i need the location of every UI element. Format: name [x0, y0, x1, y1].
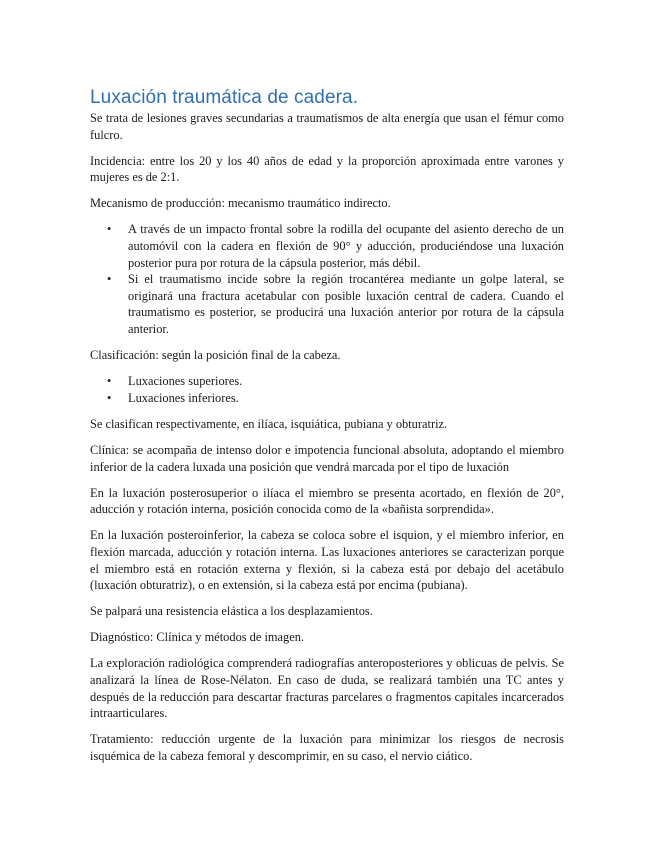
document-title: Luxación traumática de cadera.: [90, 87, 359, 108]
list-item-text: A través de un impacto frontal sobre la rodilla del ocupante del asiento derecho de un automóvil con la cadera en flexión de 90° y aducción, produciéndose una luxación posterior pura por rotura de la cápsula posterior, más débil.: [128, 222, 564, 270]
paragraph-posteroinferior: En la luxación posteroinferior, la cabeza se coloca sobre el isquion, y el miembro inferior, en flexión marcada, aducción y rotación interna. Las luxaciones anteriores se caracterizan porque el miembro está en rotación externa y flexión, si la cabeza está por debajo del acetábulo (luxación obturatriz), o en extensión, si la cabeza está por encima (pubiana).: [90, 528, 564, 593]
paragraph-clinic: Clínica: se acompaña de intenso dolor e impotencia funcional absoluta, adoptando el miembro inferior de la cadera luxada una posición que vendrá marcada por el tipo de luxación: [90, 443, 564, 474]
bullet-icon: •: [107, 390, 112, 405]
document-page: [90, 86, 564, 774]
classification-list: [90, 373, 564, 406]
list-item-text: Luxaciones inferiores.: [128, 390, 239, 405]
list-item: [107, 390, 564, 407]
bullet-icon: •: [107, 272, 112, 287]
paragraph-classified: Se clasifican respectivamente, en ilíaca, isquiática, pubiana y obturatriz.: [90, 416, 448, 431]
mechanism-list: [90, 221, 564, 337]
list-item-text: Si el traumatismo incide sobre la región trocantérea mediante un golpe lateral, se originará una fractura acetabular con posible luxación central de cadera. Cuando el traumatismo es posterior, se producirá una luxación anterior por rotura de la cápsula anterior.: [128, 272, 564, 337]
list-item: [107, 271, 564, 337]
paragraph-mechanism: Mecanismo de producción: mecanismo traumático indirecto.: [90, 196, 391, 211]
paragraph-classification: Clasificación: según la posición final de la cabeza.: [90, 348, 341, 363]
paragraph-intro: Se trata de lesiones graves secundarias a traumatismos de alta energía que usan el fémur como fulcro.: [90, 111, 564, 142]
paragraph-radiology: La exploración radiológica comprenderá radiografías anteroposteriores y oblicuas de pelvis. Se analizará la línea de Rose-Nélaton. En caso de duda, se realizará también una TC antes y después de la reducción para descartar fracturas parcelares o fragmentos capitales incarcerados intraarticulares.: [90, 656, 564, 721]
paragraph-posterosuperior: En la luxación posterosuperior o ilíaca el miembro se presenta acortado, en flexión de 20°, aducción y rotación interna, posición conocida como de la «bañista sorprendida».: [90, 485, 564, 517]
paragraph-incidence: Incidencia: entre los 20 y los 40 años de edad y la proporción aproximada entre varones y mujeres es de 2:1.: [90, 153, 564, 185]
paragraph-resistance: Se palpará una resistencia elástica a los desplazamientos.: [90, 604, 373, 619]
list-item: [107, 221, 564, 271]
list-item: [107, 373, 564, 390]
bullet-icon: •: [107, 222, 112, 237]
paragraph-treatment: Tratamiento: reducción urgente de la luxación para minimizar los riesgos de necrosis isquémica de la cabeza femoral y descomprimir, en su caso, el nervio ciático.: [90, 732, 564, 763]
paragraph-diagnosis: Diagnóstico: Clínica y métodos de imagen.: [90, 630, 305, 645]
list-item-text: Luxaciones superiores.: [128, 374, 243, 389]
bullet-icon: •: [107, 374, 112, 389]
